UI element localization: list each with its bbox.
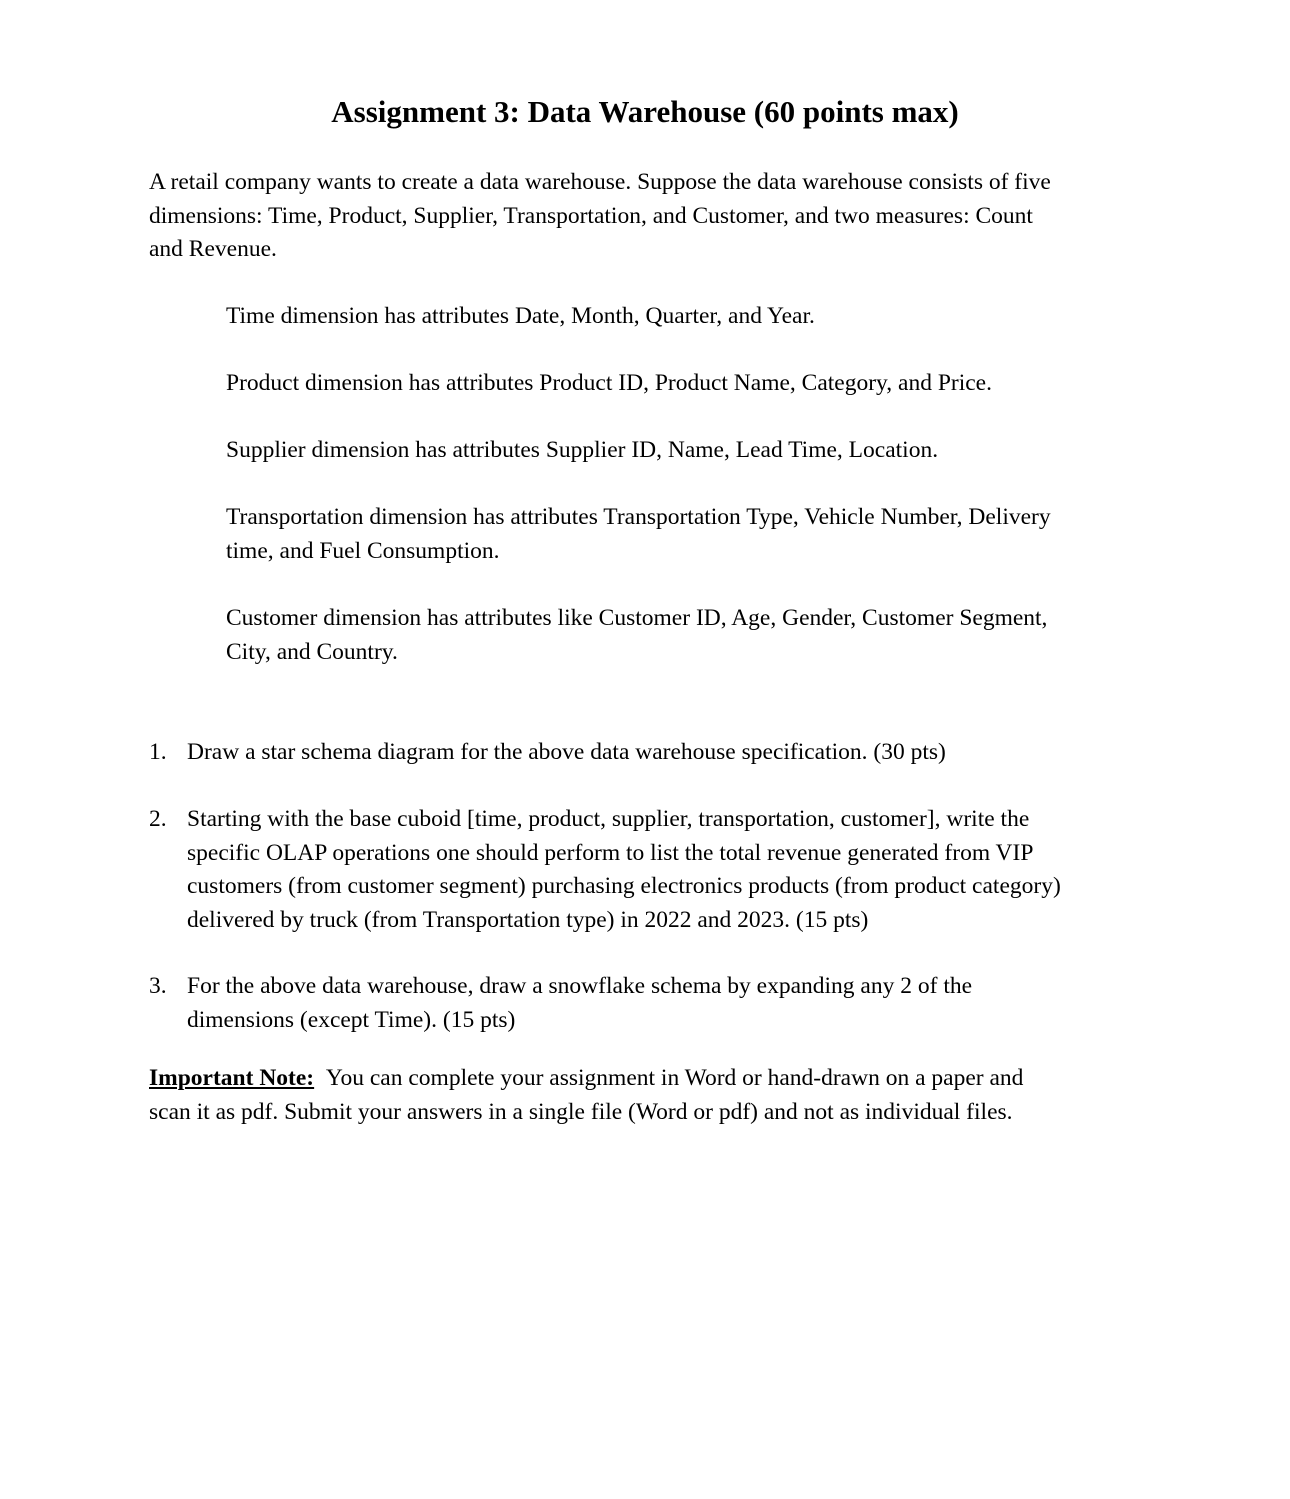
dimension-line: City, and Country. xyxy=(226,638,398,665)
question-line: dimensions (except Time). (15 pts) xyxy=(187,1006,516,1033)
dimension-line: Time dimension has attributes Date, Month, Quarter, and Year. xyxy=(226,303,815,329)
question-number: 2. xyxy=(149,806,167,832)
question-body xyxy=(187,970,972,1037)
intro-paragraph xyxy=(149,166,1149,267)
intro-line: and Revenue. xyxy=(149,236,277,262)
note-label: Important Note: xyxy=(149,1065,315,1091)
important-note xyxy=(149,1062,1149,1129)
product-dimension-text xyxy=(226,367,1156,401)
question-line: For the above data warehouse, draw a snowflake schema by expanding any 2 of the xyxy=(187,973,973,999)
question-line: customers (from customer segment) purchasing electronics products (from product category) xyxy=(187,873,1061,899)
intro-line: A retail company wants to create a data warehouse. Suppose the data warehouse consists of five xyxy=(149,169,1051,195)
page-title: Assignment 3: Data Warehouse (60 points max) xyxy=(331,94,959,129)
time-dimension-text xyxy=(226,300,1156,334)
dimension-line: time, and Fuel Consumption. xyxy=(226,537,500,564)
dimension-line: Supplier dimension has attributes Supplier ID, Name, Lead Time, Location. xyxy=(226,437,939,463)
transportation-dimension-text xyxy=(226,501,1156,568)
dimension-line: Transportation dimension has attributes Transportation Type, Vehicle Number, Delivery xyxy=(226,504,1051,530)
question-line: delivered by truck (from Transportation type) in 2022 and 2023. (15 pts) xyxy=(187,906,869,933)
question-line: specific OLAP operations one should perform to list the total revenue generated from VIP xyxy=(187,839,1034,866)
question-number: 1. xyxy=(149,739,167,765)
note-line: scan it as pdf. Submit your answers in a single file (Word or pdf) and not as individual files. xyxy=(149,1098,1013,1125)
dimension-line: Product dimension has attributes Product ID, Product Name, Category, and Price. xyxy=(226,370,992,396)
note-line xyxy=(149,1062,1149,1096)
dimension-line: Customer dimension has attributes like Customer ID, Age, Gender, Customer Segment, xyxy=(226,605,1048,631)
question-line: Starting with the base cuboid [time, product, supplier, transportation, customer], write the xyxy=(187,806,1030,832)
supplier-dimension-text xyxy=(226,434,1156,468)
note-text: You can complete your assignment in Word or hand-drawn on a paper and xyxy=(325,1065,1024,1091)
question-line: Draw a star schema diagram for the above data warehouse specification. (30 pts) xyxy=(187,739,946,765)
intro-line: dimensions: Time, Product, Supplier, Transportation, and Customer, and two measures: Count xyxy=(149,202,1033,229)
question-body xyxy=(187,736,946,770)
question-body xyxy=(187,803,1061,937)
question-number: 3. xyxy=(149,973,167,999)
customer-dimension-text xyxy=(226,602,1156,669)
